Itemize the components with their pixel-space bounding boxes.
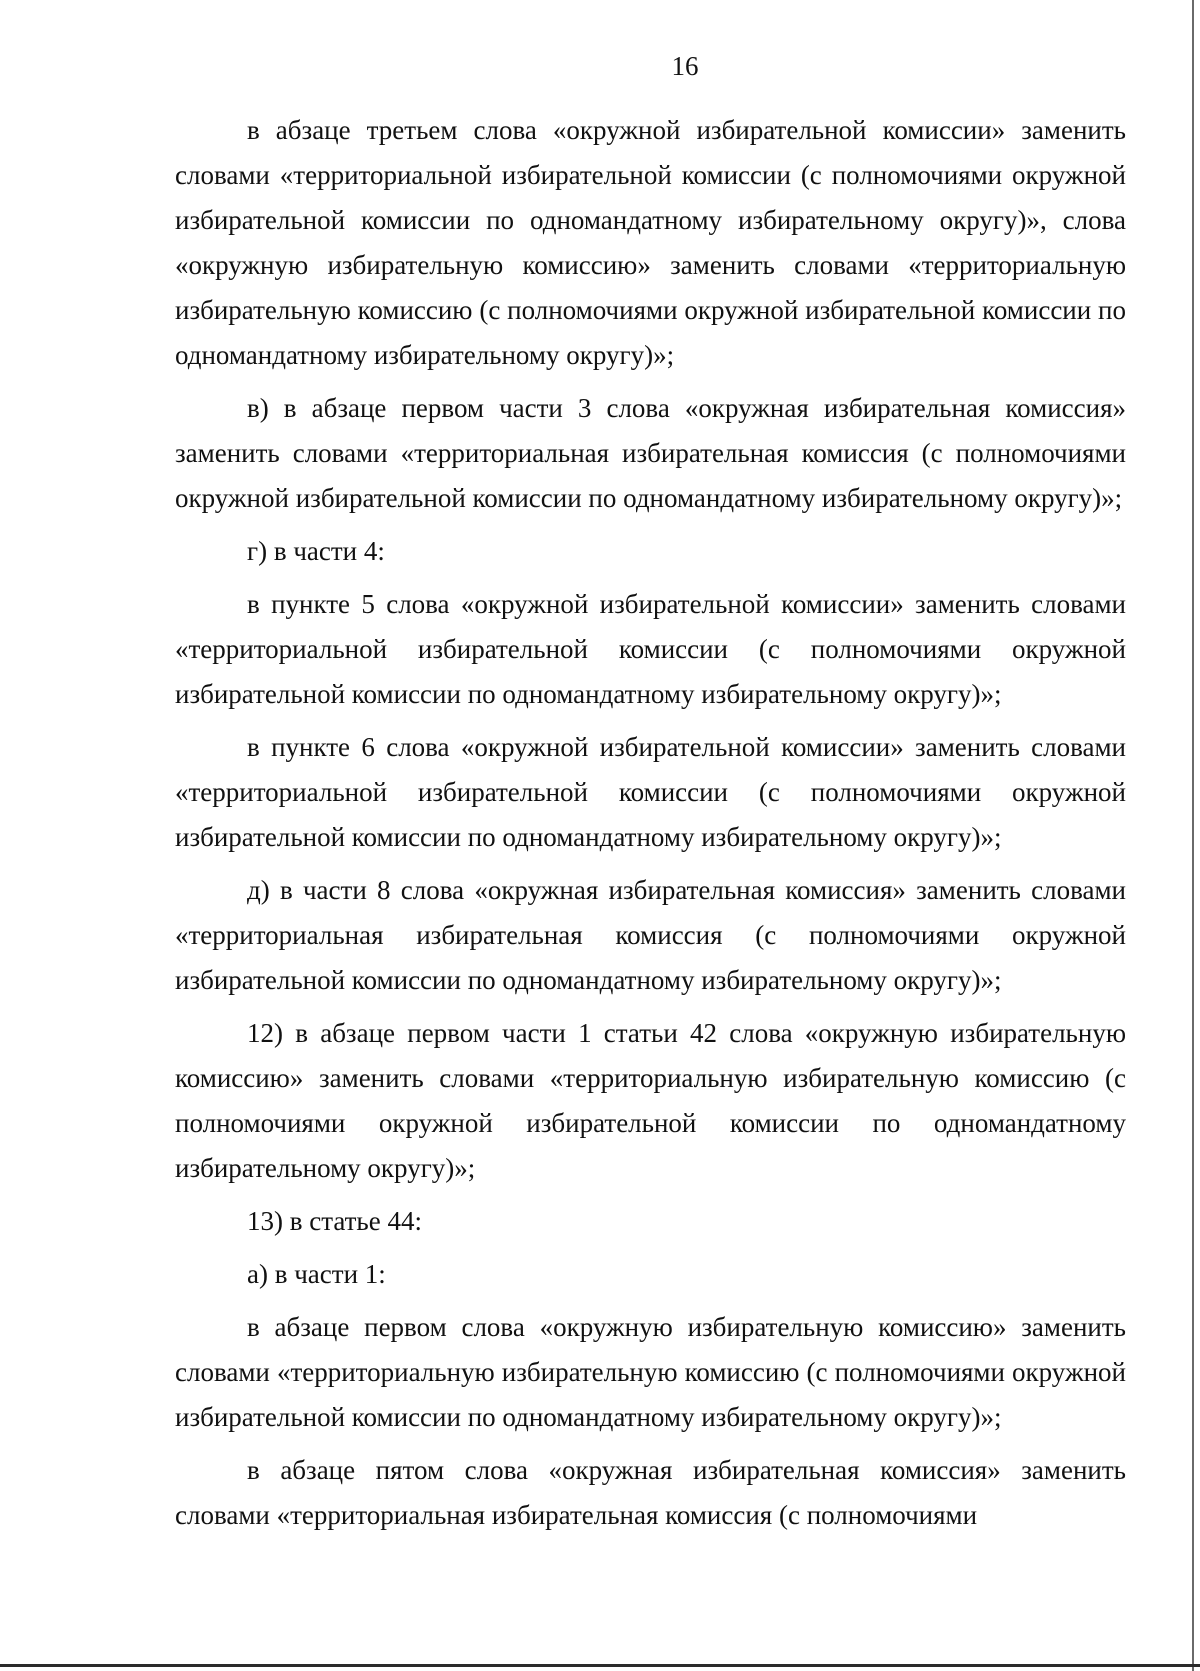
paragraph: 13) в статье 44: bbox=[247, 1206, 422, 1236]
paragraph: в пункте 5 слова «окружной избирательной комиссии» заменить словами «территориальной избирательной комиссии (с полномочиями окружной избирательной комиссии по одномандатному избирательному округу)»; bbox=[175, 589, 1126, 709]
page-number: 16 bbox=[671, 51, 699, 81]
paragraph: г) в части 4: bbox=[247, 536, 385, 566]
paragraph: в пункте 6 слова «окружной избирательной комиссии» заменить словами «территориальной избирательной комиссии (с полномочиями окружной избирательной комиссии по одномандатному избирательному округу)»; bbox=[175, 732, 1126, 852]
paragraph: в абзаце пятом слова «окружная избирательная комиссия» заменить словами «территориальная избирательная комиссия (с полномочиями bbox=[175, 1455, 1126, 1530]
paragraph: в абзаце третьем слова «окружной избирательной комиссии» заменить словами «территориальной избирательной комиссии (с полномочиями окружной избирательной комиссии по одномандатному избирательному округу)», слова «окружную избирательную комиссию» заменить словами «территориальную избирательную комиссию (с полномочиями окружной избирательной комиссии по одномандатному избирательному округу)»; bbox=[175, 115, 1126, 370]
paragraph: д) в части 8 слова «окружная избирательная комиссия» заменить словами «территориальная избирательная комиссия (с полномочиями окружной избирательной комиссии по одномандатному избирательному округу)»; bbox=[175, 875, 1126, 995]
paragraph: а) в части 1: bbox=[247, 1259, 386, 1289]
paragraph: в абзаце первом слова «окружную избирательную комиссию» заменить словами «территориальную избирательную комиссию (с полномочиями окружной избирательной комиссии по одномандатному избирательному округу)»; bbox=[175, 1312, 1126, 1432]
document-body bbox=[175, 108, 1126, 1546]
paragraph: в) в абзаце первом части 3 слова «окружная избирательная комиссия» заменить словами «территориальная избирательная комиссия (с полномочиями окружной избирательной комиссии по одномандатному избирательному округу)»; bbox=[175, 393, 1126, 513]
paragraph: 12) в абзаце первом части 1 статьи 42 слова «окружную избирательную комиссию» заменить словами «территориальную избирательную комиссию (с полномочиями окружной избирательной комиссии по одномандатному избирательному округу)»; bbox=[175, 1018, 1126, 1183]
scan-edge-right bbox=[1192, 0, 1194, 1671]
scan-edge-bottom bbox=[0, 1664, 1200, 1667]
